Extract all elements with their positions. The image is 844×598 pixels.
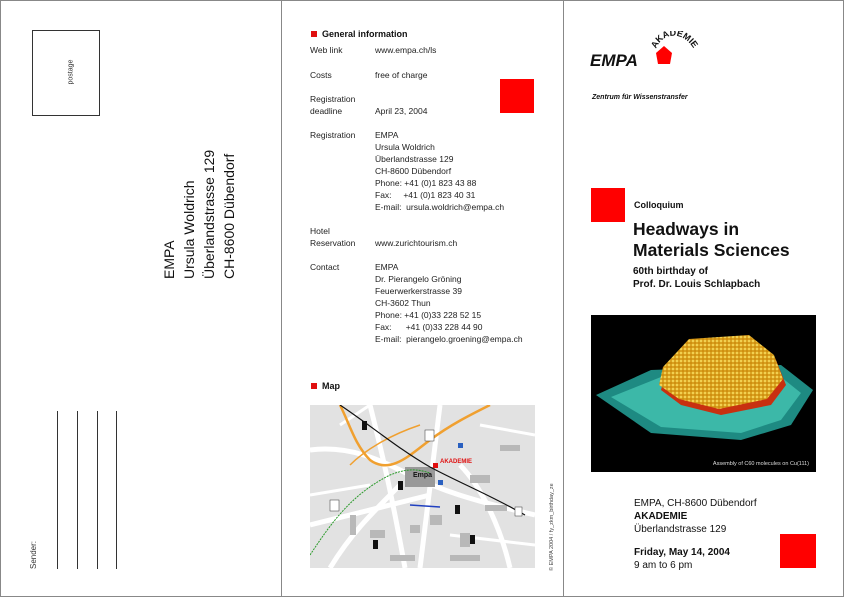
info-panel: General information Web link www.empa.ch/ls Costs free of charge Registration deadline April 23, 2004 Registration EMPA Ursula Woldrich Überlandstrasse 129 CH-8600 Dübendorf Phone: +41 (0)1 823 43 88 Fax: +41 (0)1 823 40 31 E-mail: ursula.woldrich@empa.ch Hotel Reservation www.zurichtourism.ch Contact EMPA Dr. Pierangelo Gröning Feuerwerkerstrasse 39 CH-3602 Thun Phone: +41 (0)33 228 52 15 Fax: +41 (0)33 228 44 90 E-mail: pierangelo.groening@empa.ch Map AKADEMIE Empa © EMPA 2004 / fy_zkm_birthday_ze (281, 0, 564, 597)
map-akademie-label: AKADEMIE (440, 459, 473, 465)
location-map[interactable] (310, 405, 535, 568)
contact-email[interactable]: E-mail: pierangelo.groening@empa.ch (375, 334, 523, 344)
bullet-square-icon (311, 383, 317, 389)
map-heading: Map (311, 381, 340, 391)
venue-line-3: Überlandstrasse 129 (634, 524, 727, 535)
venue-line-2: AKADEMIE (634, 511, 688, 522)
logo-arc-text: AKADEMIE (648, 31, 701, 50)
empa-logo-icon (590, 31, 720, 91)
address-line-3: Überlandstrasse 129 (201, 149, 217, 279)
postage-label: postage (67, 59, 75, 85)
bullet-square-icon (311, 31, 317, 37)
address-line-2: Ursula Woldrich (181, 180, 197, 279)
empa-logo (590, 31, 720, 91)
hotel-link[interactable]: www.zurichtourism.ch (375, 238, 458, 248)
sender-rule (97, 411, 98, 569)
general-info-heading: General information (311, 29, 408, 39)
molecule-render (591, 315, 816, 472)
sender-rule (116, 411, 117, 569)
address-line-1: EMPA (161, 240, 177, 279)
event-date: Friday, May 14, 2004 (634, 547, 730, 558)
sender-label: Sender: (29, 540, 38, 569)
accent-square (500, 79, 534, 113)
event-type: Colloquium (634, 200, 684, 210)
postcard-panel (0, 0, 282, 597)
venue-line-1: EMPA, CH-8600 Dübendorf (634, 498, 757, 509)
web-link[interactable]: www.empa.ch/ls (375, 45, 437, 55)
tagline: Zentrum für Wissenstransfer (592, 94, 688, 101)
event-subtitle: 60th birthday of Prof. Dr. Louis Schlapbach (633, 266, 761, 290)
event-title: Headways in Materials Sciences (633, 219, 790, 260)
cover-panel (563, 0, 844, 597)
accent-square (780, 534, 816, 568)
copyright-note: © EMPA 2004 / fy_zkm_birthday_ze (549, 483, 555, 571)
accent-square (591, 188, 625, 222)
image-caption: Assembly of C60 molecules on Cu(111) (712, 461, 809, 467)
molecule-image (591, 315, 816, 472)
address-line-4: CH-8600 Dübendorf (221, 153, 237, 279)
sender-rule (77, 411, 78, 569)
event-time: 9 am to 6 pm (634, 560, 693, 571)
map-empa-label: Empa (413, 472, 433, 479)
registration-email[interactable]: E-mail: ursula.woldrich@empa.ch (375, 202, 505, 212)
postage-box (32, 30, 100, 116)
logo-wordmark: EMPA (590, 51, 638, 70)
sender-rule (57, 411, 58, 569)
map-graphic (310, 405, 535, 568)
